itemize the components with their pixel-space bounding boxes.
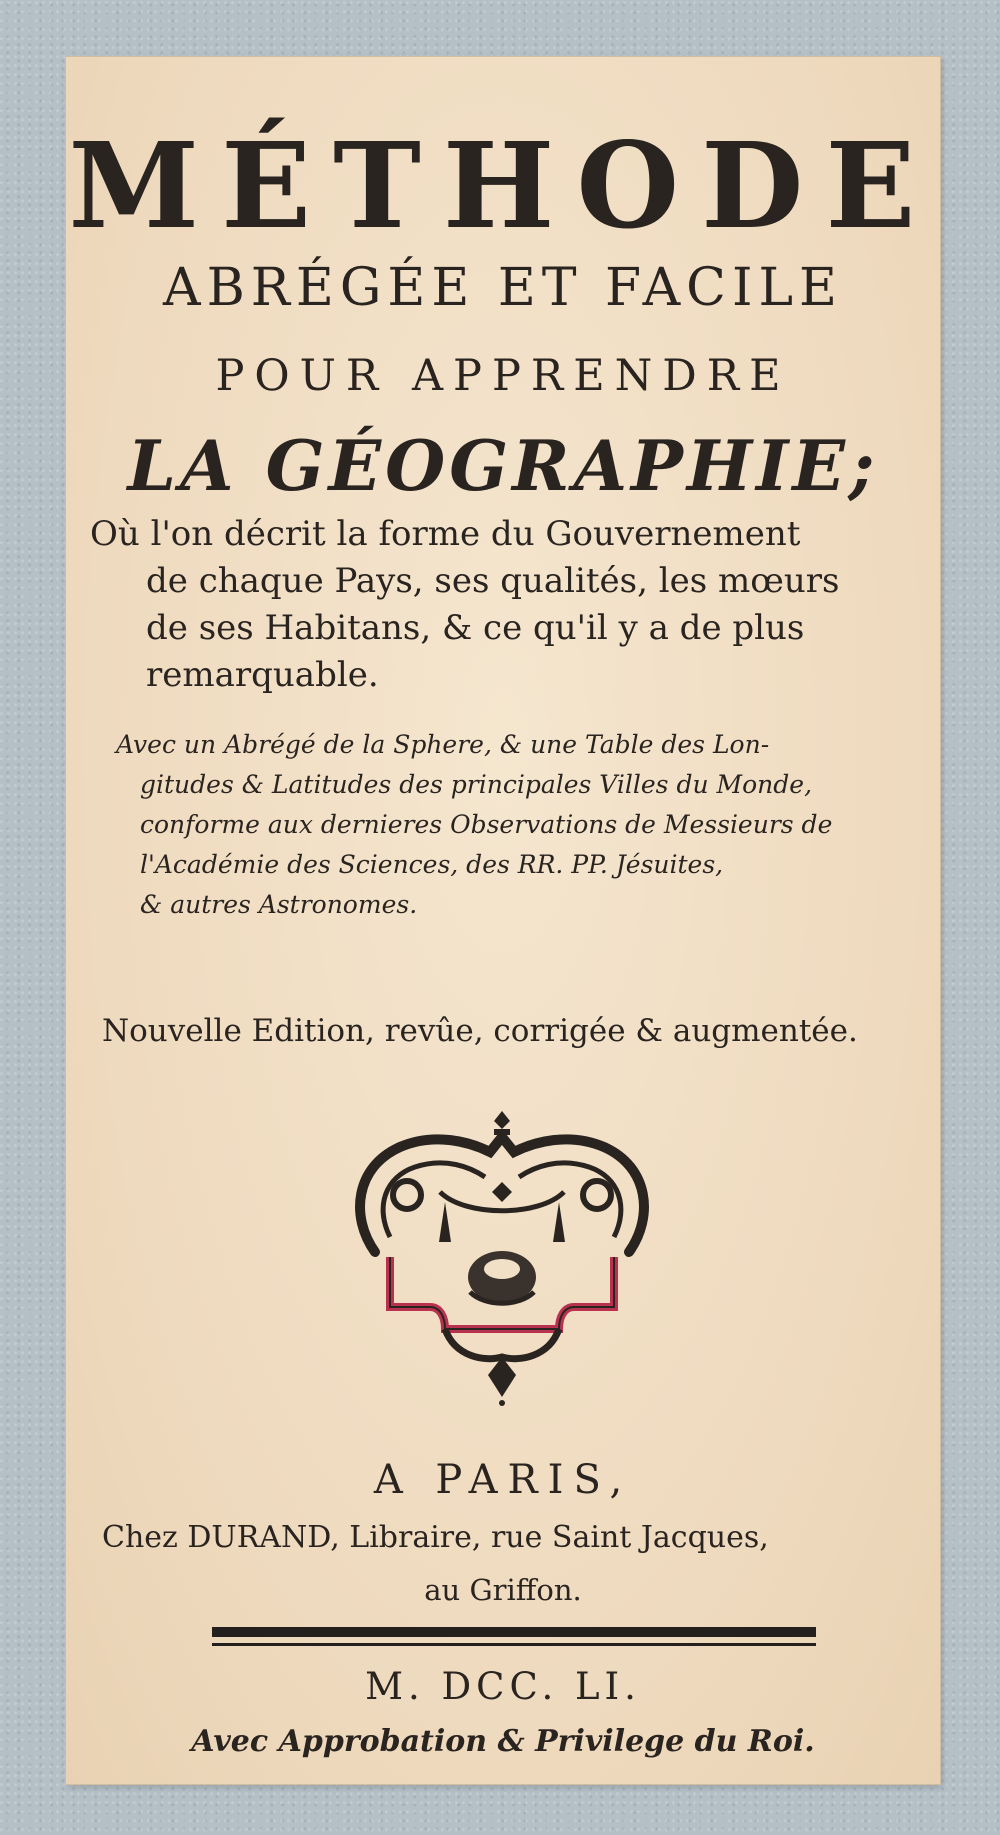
italic-line: & autres Astronomes. xyxy=(140,890,418,919)
italic-description-block xyxy=(116,725,936,925)
subtitle-geographie: LA GÉOGRAPHIE; xyxy=(127,426,879,507)
subtitle-pour-apprendre: POUR APPRENDRE xyxy=(215,351,791,401)
imprint-sign: au Griffon. xyxy=(424,1573,582,1607)
subtitle-abregee: ABRÉGÉE ET FACILE xyxy=(163,258,843,318)
book-title: MÉTHODE xyxy=(68,116,938,255)
description-line: de ses Habitans, & ce qu'il y a de plus xyxy=(146,608,805,648)
imprint-publisher: Chez DURAND, Libraire, rue Saint Jacques, xyxy=(102,1520,769,1555)
italic-line: l'Académie des Sciences, des RR. PP. Jésuites, xyxy=(140,850,724,879)
title-page xyxy=(66,57,940,1784)
imprint-date: M. DCC. LI. xyxy=(365,1665,641,1708)
italic-line: Avec un Abrégé de la Sphere, & une Table des Lon- xyxy=(116,730,770,759)
description-line: Où l'on décrit la forme du Gouvernement xyxy=(90,514,801,554)
description-line: de chaque Pays, ses qualités, les mœurs xyxy=(146,561,840,601)
description-line: remarquable. xyxy=(146,655,379,695)
description-block xyxy=(90,511,930,699)
approbation-privilege: Avec Approbation & Privilege du Roi. xyxy=(191,1724,815,1759)
printers-ornament xyxy=(345,1107,659,1407)
italic-line: gitudes & Latitudes des principales Villes du Monde, xyxy=(140,770,813,799)
double-rule-thin xyxy=(212,1643,816,1646)
italic-line: conforme aux dernieres Observations de Messieurs de xyxy=(140,810,833,839)
double-rule-thick xyxy=(212,1627,816,1637)
edition-statement: Nouvelle Edition, revûe, corrigée & augmentée. xyxy=(102,1013,858,1049)
imprint-place: A PARIS, xyxy=(373,1457,633,1503)
